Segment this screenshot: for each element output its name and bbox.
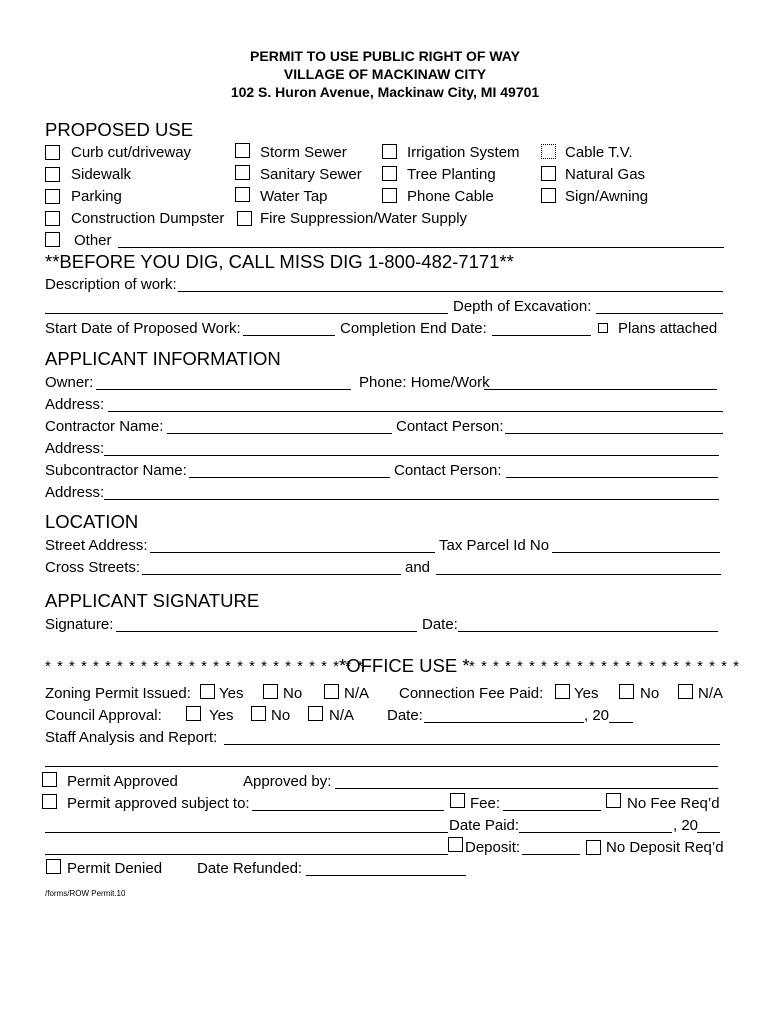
label-owner: Owner: bbox=[45, 374, 94, 391]
footer-form-id: /forms/ROW Permit.10 bbox=[45, 889, 126, 898]
section-applicant-signature: APPLICANT SIGNATURE bbox=[45, 590, 260, 611]
completion-line[interactable] bbox=[492, 335, 591, 336]
signature-date-line[interactable] bbox=[458, 631, 718, 632]
checkbox-approved-subject-to[interactable] bbox=[42, 794, 57, 809]
label-address-3: Address: bbox=[45, 484, 105, 501]
subcontractor-line[interactable] bbox=[189, 477, 390, 478]
checkbox-fee[interactable] bbox=[450, 793, 465, 808]
label-phone: Phone: Home/Work bbox=[359, 374, 490, 391]
checkbox-sanitary-sewer[interactable] bbox=[235, 165, 250, 180]
label-contractor: Contractor Name: bbox=[45, 418, 164, 435]
label-contact-2: Contact Person: bbox=[394, 462, 502, 479]
label-zoning-yes: Yes bbox=[219, 685, 244, 702]
label-start-date: Start Date of Proposed Work: bbox=[45, 320, 241, 337]
tax-parcel-line[interactable] bbox=[552, 552, 720, 553]
address-1-line[interactable] bbox=[108, 411, 723, 412]
label-sign-awning: Sign/Awning bbox=[565, 188, 649, 205]
checkbox-water-tap[interactable] bbox=[235, 187, 250, 202]
label-no-deposit: No Deposit Req’d bbox=[606, 839, 724, 856]
deposit-line[interactable] bbox=[522, 854, 580, 855]
checkbox-council-yes[interactable] bbox=[186, 706, 201, 721]
label-natural-gas: Natural Gas bbox=[565, 166, 646, 183]
address-2-line[interactable] bbox=[104, 455, 719, 456]
cross-street-2-line[interactable] bbox=[436, 574, 721, 575]
checkbox-permit-denied[interactable] bbox=[46, 859, 61, 874]
checkbox-connection-no[interactable] bbox=[619, 684, 634, 699]
label-council-date: Date: bbox=[387, 707, 423, 724]
date-refunded-line[interactable] bbox=[306, 875, 466, 876]
section-applicant-info: APPLICANT INFORMATION bbox=[45, 348, 281, 369]
label-date-paid: Date Paid: bbox=[449, 817, 520, 834]
label-storm-sewer: Storm Sewer bbox=[260, 144, 347, 161]
checkbox-zoning-no[interactable] bbox=[263, 684, 278, 699]
checkbox-fire-suppression[interactable] bbox=[237, 211, 252, 226]
label-address-1: Address: bbox=[45, 396, 105, 413]
contact-2-line[interactable] bbox=[506, 477, 718, 478]
label-approved-by: Approved by: bbox=[243, 773, 332, 790]
owner-line[interactable] bbox=[96, 389, 351, 390]
label-council-approval: Council Approval: bbox=[45, 707, 162, 724]
label-fee: Fee: bbox=[470, 795, 501, 812]
label-address-2: Address: bbox=[45, 440, 105, 457]
phone-line[interactable] bbox=[484, 389, 717, 390]
label-subcontractor: Subcontractor Name: bbox=[45, 462, 187, 479]
label-plans-attached: Plans attached bbox=[618, 320, 718, 337]
section-proposed-use: PROPOSED USE bbox=[45, 119, 194, 140]
label-council-twenty: , 20 bbox=[584, 707, 610, 724]
checkbox-curb-cut[interactable] bbox=[45, 145, 60, 160]
label-council-no: No bbox=[271, 707, 291, 724]
label-fire-suppression: Fire Suppression/Water Supply bbox=[260, 210, 468, 227]
checkbox-natural-gas[interactable] bbox=[541, 166, 556, 181]
staff-analysis-line-1[interactable] bbox=[224, 744, 720, 745]
checkbox-council-no[interactable] bbox=[251, 706, 266, 721]
label-no-fee: No Fee Req’d bbox=[627, 795, 720, 812]
label-sanitary-sewer: Sanitary Sewer bbox=[260, 166, 362, 183]
checkbox-no-deposit[interactable] bbox=[586, 840, 601, 855]
checkbox-phone-cable[interactable] bbox=[382, 188, 397, 203]
label-phone-cable: Phone Cable bbox=[407, 188, 494, 205]
label-parking: Parking bbox=[71, 188, 122, 205]
checkbox-no-fee[interactable] bbox=[606, 793, 621, 808]
date-paid-year-line[interactable] bbox=[697, 832, 720, 833]
label-other: Other bbox=[74, 232, 112, 249]
section-location: LOCATION bbox=[45, 511, 139, 532]
checkbox-connection-yes[interactable] bbox=[555, 684, 570, 699]
label-council-yes: Yes bbox=[209, 707, 234, 724]
approved-by-line[interactable] bbox=[335, 788, 718, 789]
description-line-2[interactable] bbox=[45, 313, 448, 314]
checkbox-tree-planting[interactable] bbox=[382, 166, 397, 181]
label-council-na: N/A bbox=[329, 707, 355, 724]
checkbox-sidewalk[interactable] bbox=[45, 167, 60, 182]
checkbox-zoning-na[interactable] bbox=[324, 684, 339, 699]
label-curb-cut: Curb cut/driveway bbox=[71, 144, 192, 161]
other-line[interactable] bbox=[118, 247, 724, 248]
address-3-line[interactable] bbox=[104, 499, 719, 500]
checkbox-plans-attached[interactable] bbox=[598, 323, 608, 333]
signature-line[interactable] bbox=[116, 631, 417, 632]
council-date-line[interactable] bbox=[424, 722, 584, 723]
checkbox-sign-awning[interactable] bbox=[541, 188, 556, 203]
label-construction-dumpster: Construction Dumpster bbox=[71, 210, 225, 227]
depth-line[interactable] bbox=[596, 313, 723, 314]
staff-analysis-line-2[interactable] bbox=[45, 766, 718, 767]
label-permit-approved: Permit Approved bbox=[67, 773, 178, 790]
checkbox-irrigation[interactable] bbox=[382, 144, 397, 159]
label-tax-parcel: Tax Parcel Id No bbox=[439, 537, 550, 554]
label-street-address: Street Address: bbox=[45, 537, 148, 554]
label-approved-subject-to: Permit approved subject to: bbox=[67, 795, 250, 812]
label-date-paid-twenty: , 20 bbox=[673, 817, 699, 834]
fee-line[interactable] bbox=[503, 810, 601, 811]
street-address-line[interactable] bbox=[150, 552, 435, 553]
label-connection-no: No bbox=[640, 685, 660, 702]
label-sidewalk: Sidewalk bbox=[71, 166, 132, 183]
start-date-line[interactable] bbox=[243, 335, 335, 336]
checkbox-connection-na[interactable] bbox=[678, 684, 693, 699]
contact-1-line[interactable] bbox=[505, 433, 723, 434]
label-and: and bbox=[405, 559, 431, 576]
label-tree-planting: Tree Planting bbox=[407, 166, 496, 183]
label-description: Description of work: bbox=[45, 276, 177, 293]
label-connection-na: N/A bbox=[698, 685, 724, 702]
label-signature: Signature: bbox=[45, 616, 114, 633]
label-irrigation: Irrigation System bbox=[407, 144, 520, 161]
checkbox-zoning-yes[interactable] bbox=[200, 684, 215, 699]
label-connection-fee: Connection Fee Paid: bbox=[399, 685, 544, 702]
label-zoning-permit: Zoning Permit Issued: bbox=[45, 685, 191, 702]
contractor-line[interactable] bbox=[167, 433, 392, 434]
label-cross-streets: Cross Streets: bbox=[45, 559, 141, 576]
village-address: 102 S. Huron Avenue, Mackinaw City, MI 49701 bbox=[230, 84, 540, 100]
subject-to-line-3[interactable] bbox=[45, 854, 448, 855]
subject-to-line-2[interactable] bbox=[45, 832, 448, 833]
checkbox-storm-sewer[interactable] bbox=[235, 143, 250, 158]
village-name: VILLAGE OF MACKINAW CITY bbox=[283, 66, 487, 82]
cross-street-1-line[interactable] bbox=[142, 574, 401, 575]
date-paid-line[interactable] bbox=[519, 832, 672, 833]
checkbox-parking[interactable] bbox=[45, 189, 60, 204]
label-cable-tv: Cable T.V. bbox=[565, 144, 633, 161]
label-permit-denied: Permit Denied bbox=[67, 860, 163, 877]
label-signature-date: Date: bbox=[422, 616, 458, 633]
label-completion: Completion End Date: bbox=[340, 320, 487, 337]
checkbox-permit-approved[interactable] bbox=[42, 772, 57, 787]
miss-dig-banner: **BEFORE YOU DIG, CALL MISS DIG 1-800-482-7171** bbox=[45, 251, 514, 272]
description-line-1[interactable] bbox=[178, 291, 723, 292]
checkbox-council-na[interactable] bbox=[308, 706, 323, 721]
stars-left: * * * * * * * * * * * * * * * * * * * * * * * * * * * bbox=[45, 658, 364, 675]
label-contact-1: Contact Person: bbox=[396, 418, 504, 435]
label-deposit: Deposit: bbox=[465, 839, 521, 856]
label-staff-analysis: Staff Analysis and Report: bbox=[45, 729, 218, 746]
stars-right: * * * * * * * * * * * * * * * * * * * * * * * bbox=[469, 658, 740, 675]
subject-to-line-1[interactable] bbox=[252, 810, 444, 811]
label-depth: Depth of Excavation: bbox=[453, 298, 592, 315]
label-connection-yes: Yes bbox=[574, 685, 599, 702]
form-title: PERMIT TO USE PUBLIC RIGHT OF WAY bbox=[250, 48, 520, 64]
checkbox-cable-tv[interactable] bbox=[541, 144, 556, 159]
checkbox-other[interactable] bbox=[45, 232, 60, 247]
label-zoning-na: N/A bbox=[344, 685, 370, 702]
label-zoning-no: No bbox=[283, 685, 303, 702]
council-year-line[interactable] bbox=[609, 722, 633, 723]
checkbox-construction-dumpster[interactable] bbox=[45, 211, 60, 226]
label-water-tap: Water Tap bbox=[260, 188, 328, 205]
label-date-refunded: Date Refunded: bbox=[197, 860, 303, 877]
section-office-use: *OFFICE USE * bbox=[339, 655, 470, 676]
checkbox-deposit[interactable] bbox=[448, 837, 463, 852]
